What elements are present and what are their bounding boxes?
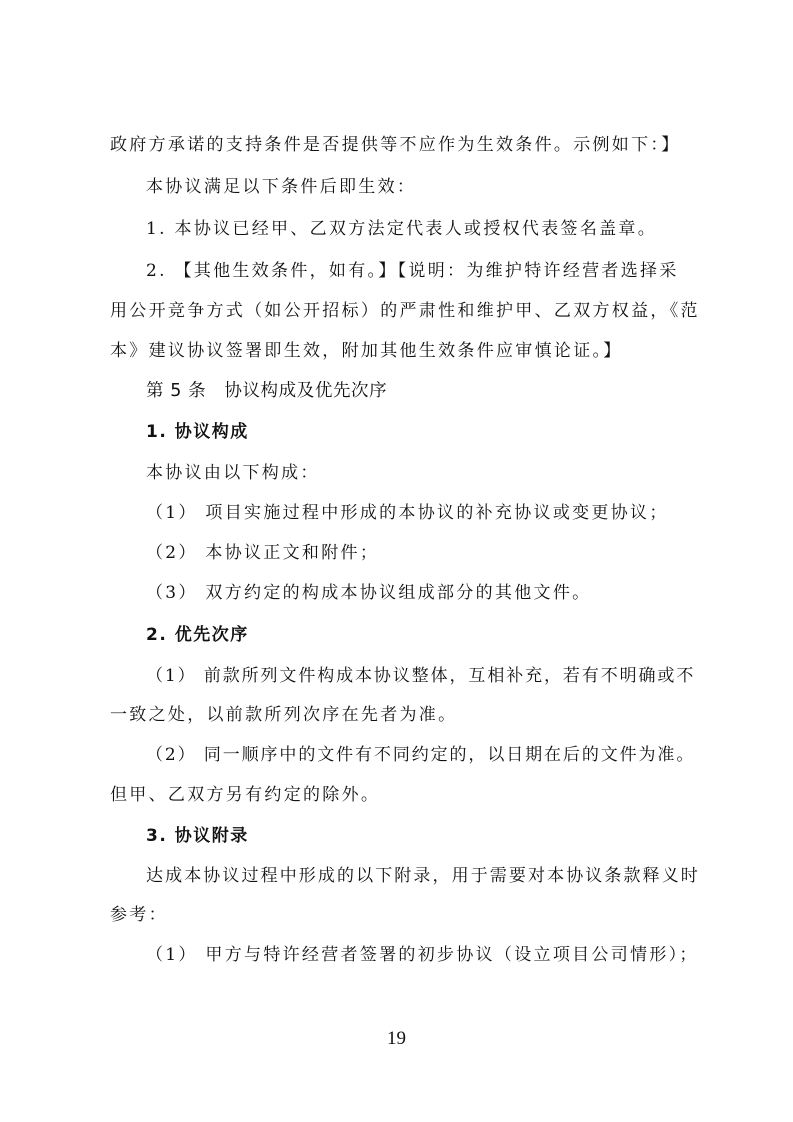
section-heading: 1. 协议构成 (146, 422, 249, 442)
list-item: （1） 甲方与特许经营者签署的初步协议（设立项目公司情形）； (146, 945, 699, 965)
section-heading: 2. 优先次序 (146, 625, 249, 645)
section-heading: 3. 协议附录 (146, 826, 249, 846)
body-text-line: 一致之处，以前款所列次序在先者为准。 (110, 705, 458, 725)
article-heading: 第 5 条 协议构成及优先次序 (146, 381, 388, 401)
body-text-line: 政府方承诺的支持条件是否提供等不应作为生效条件。示例如下：】 (110, 135, 681, 155)
body-text-line: 本协议满足以下条件后即生效： (146, 177, 417, 197)
list-item: 1. 本协议已经甲、乙双方法定代表人或授权代表签名盖章。 (146, 219, 658, 239)
body-text-line: 本》建议协议签署即生效，附加其他生效条件应审慎论证。】 (110, 341, 623, 361)
list-item: （1） 项目实施过程中形成的本协议的补充协议或变更协议； (146, 503, 669, 523)
list-item: （2） 同一顺序中的文件有不同约定的，以日期在后的文件为准。 (146, 745, 696, 765)
list-item: （2） 本协议正文和附件； (146, 543, 380, 563)
page-number: 19 (387, 1028, 406, 1049)
list-item: （3） 双方约定的构成本协议组成部分的其他文件。 (146, 583, 592, 603)
body-text-line: 参考： (110, 905, 168, 925)
body-text-line: 本协议由以下构成： (146, 463, 320, 483)
list-item: 2. 【其他生效条件，如有。】【说明：为维护特许经营者选择采 (146, 261, 679, 281)
body-text-line: 达成本协议过程中形成的以下附录，用于需要对本协议条款释义时 (146, 866, 700, 886)
list-item: （1） 前款所列文件构成本协议整体，互相补充，若有不明确或不 (146, 666, 696, 686)
body-text-line: 但甲、乙双方另有约定的除外。 (110, 785, 381, 805)
body-text-line: 用公开竞争方式（如公开招标）的严肃性和维护甲、乙双方权益，《范 (110, 301, 700, 321)
